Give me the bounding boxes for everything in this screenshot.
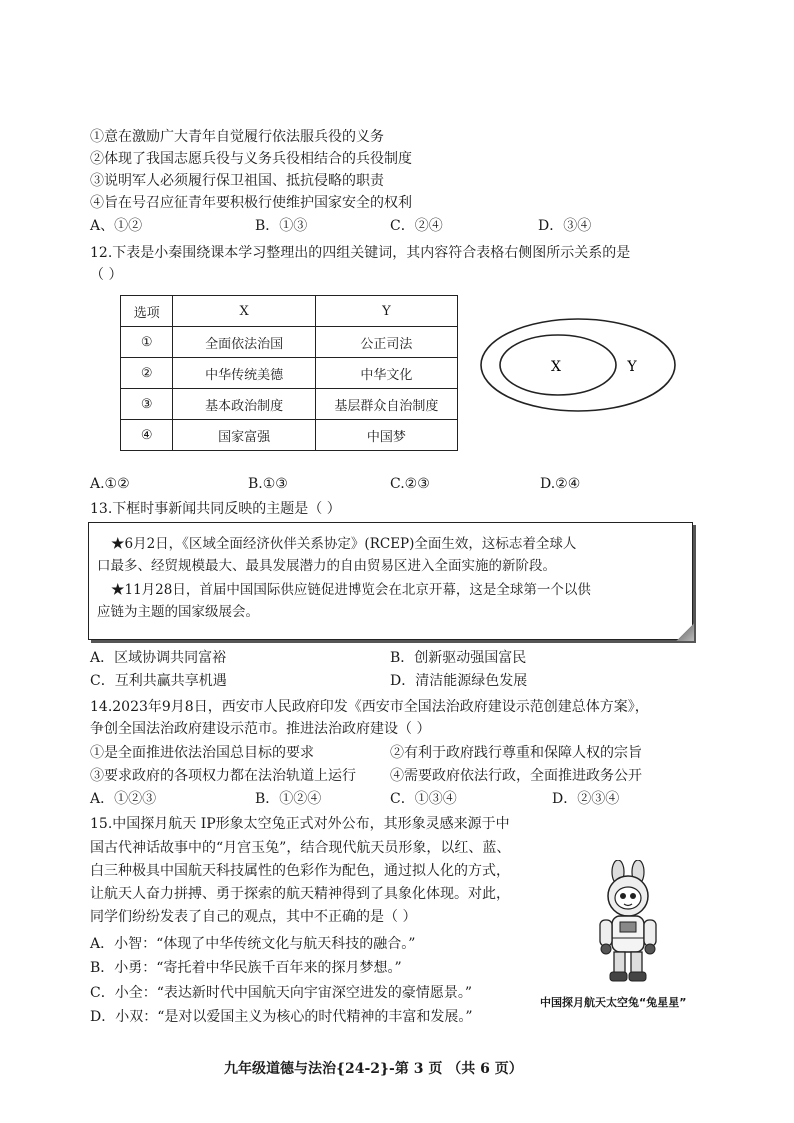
- table-cell: ④: [121, 420, 173, 451]
- table-cell: 基本政治制度: [173, 389, 315, 420]
- q13-option-d: D．清洁能源绿色发展: [390, 673, 528, 689]
- q14-stem: 14.2023年9月8日，西安市人民政府印发《西安市全国法治政府建设示范创建总体方案》，: [90, 699, 649, 715]
- q11-option-b: B．①③: [255, 218, 308, 234]
- q15-stem-1: 15.中国探月航天 IP形象太空兔正式对外公布，其形象灵感来源于中: [90, 816, 510, 832]
- q11-statement-4: ④旨在号召应征青年要积极行使维护国家安全的权利: [90, 195, 412, 211]
- page-footer: 九年级道德与法治{24-2}-第 3 页 （共 6 页）: [224, 1061, 523, 1077]
- q12-stem-bracket: （ ）: [90, 267, 123, 283]
- q15-option-b: B．小勇：“寄托着中华民族千百年来的探月梦想。”: [90, 960, 402, 976]
- q14-option-b: B．①②④: [255, 791, 322, 807]
- q14-statement-1: ①是全面推进依法治国总目标的要求: [90, 745, 314, 761]
- table-row: [121, 327, 458, 358]
- q12-stem: 12.下表是小秦围绕课本学习整理出的四组关键词，其内容符合表格右侧图所示关系的是: [90, 245, 631, 261]
- news-line-3: ★11月28日，首届中国国际供应链促进博览会在北京开幕，这是全球第一个以供: [111, 582, 591, 598]
- q13-option-b: B．创新驱动强国富民: [390, 650, 527, 666]
- q12-keyword-table: [120, 295, 458, 451]
- q11-option-c: C．②④: [390, 218, 443, 234]
- q15-option-c: C．小全：“表达新时代中国航天向宇宙深空进发的豪情愿景。”: [90, 985, 473, 1001]
- table-row: [121, 358, 458, 389]
- table-cell: ②: [121, 358, 173, 389]
- q14-stem-2: 争创全国法治政府建设示范市。推进法治政府建设（ ）: [90, 721, 431, 737]
- q12-option-a: A.①②: [90, 476, 130, 492]
- q14-option-c: C．①③④: [390, 791, 457, 807]
- q14-option-d: D．②③④: [552, 791, 620, 807]
- table-header-option: 选项: [121, 296, 173, 327]
- news-line-4: 应链为主题的国家级展会。: [97, 604, 259, 620]
- table-cell: ①: [121, 327, 173, 358]
- q13-stem: 13.下框时事新闻共同反映的主题是（ ）: [90, 501, 341, 517]
- table-cell: 国家富强: [173, 420, 315, 451]
- table-cell: 基层群众自治制度: [315, 389, 457, 420]
- space-rabbit-illustration: [588, 860, 668, 985]
- q14-statement-3: ③要求政府的各项权力都在法治轨道上运行: [90, 768, 356, 784]
- outer-ellipse: [481, 319, 675, 411]
- diagram-label-y: Y: [627, 359, 637, 375]
- q15-option-a: A．小智：“体现了中华传统文化与航天科技的融合。”: [90, 936, 416, 952]
- q11-option-a: A、①②: [90, 218, 143, 234]
- q13-option-a: A．区域协调共同富裕: [90, 650, 227, 666]
- q15-stem-5: 同学们纷纷发表了自己的观点，其中不正确的是（ ）: [90, 909, 417, 925]
- table-cell: 中华传统美德: [173, 358, 315, 389]
- q15-stem-4: 让航天人奋力拼搏、勇于探索的航天精神得到了具象化体现。对此，: [90, 886, 510, 902]
- table-row: [121, 389, 458, 420]
- table-cell: 公正司法: [315, 327, 457, 358]
- table-cell: 中国梦: [315, 420, 457, 451]
- diagram-label-x: X: [551, 359, 561, 375]
- q11-statement-1: ①意在激励广大青年自觉履行依法服兵役的义务: [90, 129, 384, 145]
- page-fold-corner: [676, 623, 694, 641]
- q12-option-d: D.②④: [540, 476, 581, 492]
- table-header-x: X: [173, 296, 315, 327]
- q14-statement-2: ②有利于政府践行尊重和保障人权的宗旨: [390, 745, 642, 761]
- table-row: [121, 420, 458, 451]
- q15-stem-3: 白三种极具中国航天科技属性的色彩作为配色，通过拟人化的方式，: [90, 863, 510, 879]
- news-line-2: 口最多、经贸规模最大、最具发展潜力的自由贸易区进入全面实施的新阶段。: [97, 558, 556, 574]
- table-cell: 中华文化: [315, 358, 457, 389]
- news-line-1: ★6月2日，《区域全面经济伙伴关系协定》(RCEP)全面生效，这标志着全球人: [111, 536, 577, 552]
- q12-option-c: C.②③: [390, 476, 430, 492]
- q15-stem-2: 国古代神话故事中的“月宫玉兔”，结合现代航天员形象，以红、蓝、: [90, 840, 511, 856]
- q14-statement-4: ④需要政府依法行政，全面推进政务公开: [390, 768, 642, 784]
- q15-option-d: D．小双：“是对以爱国主义为核心的时代精神的丰富和发展。”: [90, 1009, 473, 1025]
- figure-caption: 中国探月航天太空兔“兔星星”: [540, 996, 687, 1009]
- table-header-row: [121, 296, 458, 327]
- inclusion-diagram: [478, 315, 678, 415]
- q14-option-a: A．①②③: [90, 791, 157, 807]
- q13-option-c: C．互利共赢共享机遇: [90, 673, 227, 689]
- q11-statement-3: ③说明军人必须履行保卫祖国、抵抗侵略的职责: [90, 173, 384, 189]
- q11-option-d: D．③④: [538, 218, 592, 234]
- table-cell: 全面依法治国: [173, 327, 315, 358]
- q11-statement-2: ②体现了我国志愿兵役与义务兵役相结合的兵役制度: [90, 151, 412, 167]
- table-cell: ③: [121, 389, 173, 420]
- news-box: [88, 522, 693, 640]
- table-header-y: Y: [315, 296, 457, 327]
- q12-option-b: B.①③: [248, 476, 288, 492]
